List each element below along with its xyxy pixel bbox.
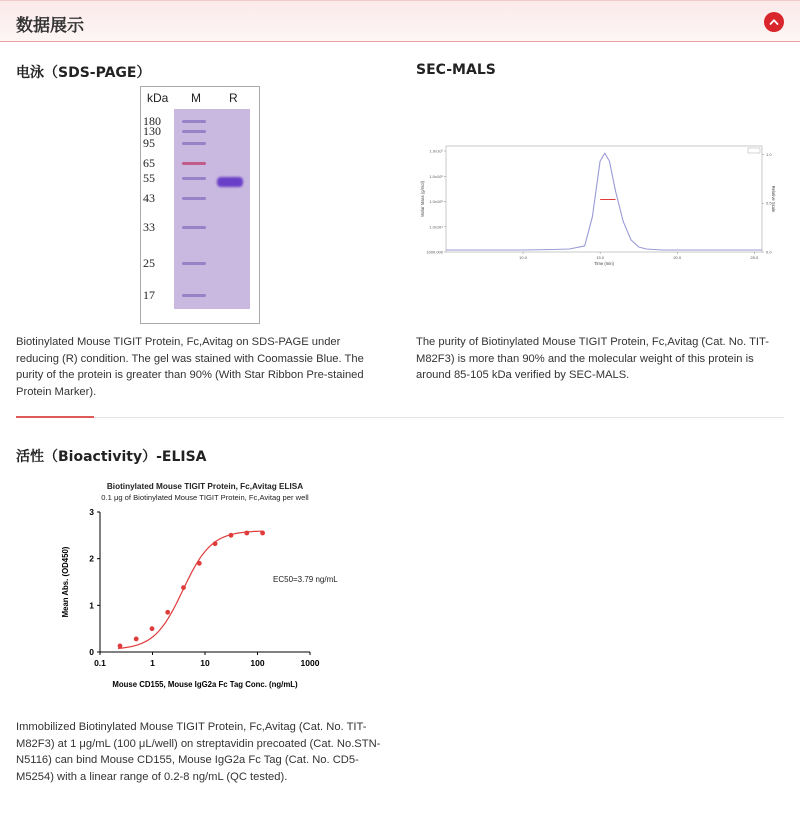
- x-tick-label: 15.0: [596, 255, 605, 260]
- caption-line: reducing (R) condition. The gel was stained with Coomassie Blue. The: [16, 352, 364, 365]
- collapse-button[interactable]: [764, 12, 784, 32]
- data-point: [213, 541, 218, 546]
- marker-label: 25: [143, 256, 155, 270]
- gel-lane-label-r: R: [229, 91, 238, 105]
- y-tick-label: 1: [89, 600, 94, 611]
- sds-gel-image: [140, 86, 260, 324]
- elisa-chart-subtitle: 0.1 μg of Biotinylated Mouse TIGIT Protein, Fc,Avitag per well: [101, 493, 309, 502]
- marker-band: [182, 162, 206, 165]
- data-point: [197, 561, 202, 566]
- marker-band: [182, 294, 206, 297]
- marker-band: [182, 226, 206, 229]
- chevron-up-icon: [769, 17, 779, 27]
- sec-mals-title: SEC-MALS: [416, 62, 496, 78]
- marker-label: 55: [143, 171, 155, 185]
- data-point: [260, 531, 265, 536]
- marker-label: 130: [143, 124, 161, 138]
- section-divider-accent: [16, 416, 94, 418]
- marker-label: 43: [143, 191, 155, 205]
- elisa-chart: [56, 476, 356, 694]
- plot-frame: [446, 146, 762, 252]
- data-point: [134, 637, 139, 642]
- sec-mals-caption: [416, 334, 786, 384]
- x-tick-label: 0.1: [94, 658, 106, 668]
- caption-line: Protein Marker).: [16, 385, 97, 398]
- x-tick-label: 25.0: [750, 255, 759, 260]
- gel-lane-label-m: M: [191, 91, 201, 105]
- caption-line: Immobilized Biotinylated Mouse TIGIT Protein, Fc,Avitag (Cat. No. TIT-: [16, 721, 367, 733]
- y-axis-label: Mean Abs. (OD450): [61, 546, 70, 618]
- caption-line: The purity of Biotinylated Mouse TIGIT Protein, Fc,Avitag (Cat. No. TIT-: [416, 336, 769, 348]
- section-header: [0, 0, 800, 42]
- data-point: [181, 585, 186, 590]
- marker-label: 65: [143, 156, 155, 170]
- x-tick-label: 10.0: [519, 255, 527, 260]
- caption-line: around 85-105 kDa verified by SEC-MALS.: [416, 369, 630, 382]
- sec-mals-chart: [416, 138, 776, 270]
- gel-background: [174, 109, 250, 309]
- data-point: [118, 644, 123, 649]
- y2-axis-label: Relative Scale: [771, 185, 776, 213]
- marker-band: [182, 120, 206, 123]
- data-point: [244, 531, 249, 536]
- section-header-title: 数据展示: [16, 16, 84, 36]
- x-axis-label: Mouse CD155, Mouse IgG2a Fc Tag Conc. (ng/mL): [112, 680, 298, 689]
- y-tick-label: 1.0x10⁷: [429, 148, 443, 154]
- fit-curve: [118, 531, 264, 648]
- marker-band: [182, 262, 206, 265]
- caption-line: M82F3) at 1 μg/mL (100 μL/well) on streptavidin precoated (Cat. No.STN-: [16, 737, 381, 750]
- gel-unit-label: kDa: [147, 91, 169, 105]
- section-divider: [16, 417, 784, 418]
- x-tick-label: 10: [200, 658, 210, 668]
- data-point: [165, 610, 170, 615]
- caption-line: M82F3) is more than 90% and the molecular weight of this protein is: [416, 352, 754, 365]
- x-axis-label: Time (min): [594, 261, 614, 266]
- data-point: [229, 533, 234, 538]
- sds-page-caption: [16, 334, 376, 400]
- y2-tick-label: 1.0: [766, 151, 772, 157]
- y-tick-label: 3: [89, 507, 94, 517]
- x-tick-label: 1: [150, 658, 155, 668]
- marker-band: [182, 130, 206, 133]
- data-point: [150, 626, 155, 631]
- y2-tick-label: 0.0: [766, 249, 772, 255]
- ec50-annotation: EC50=3.79 ng/mL: [273, 575, 338, 584]
- y-tick-label: 0: [89, 647, 94, 657]
- marker-label: 33: [143, 220, 155, 234]
- sds-page-title: 电泳（SDS-PAGE）: [16, 65, 151, 81]
- marker-label: 17: [143, 288, 155, 302]
- caption-line: N5116) can bind Mouse CD155, Mouse IgG2a Fc Tag (Cat. No. CD5-: [16, 754, 359, 767]
- marker-band: [182, 142, 206, 145]
- caption-line: Biotinylated Mouse TIGIT Protein, Fc,Avitag on SDS-PAGE under: [16, 336, 341, 348]
- y-tick-label: 1.0x10⁶: [429, 173, 443, 179]
- y-tick-label: 1000.000: [426, 249, 443, 255]
- sample-band: [217, 177, 243, 187]
- marker-label: 95: [143, 136, 155, 150]
- y-tick-label: 2: [89, 553, 94, 564]
- elisa-chart-title: Biotinylated Mouse TIGIT Protein, Fc,Avitag ELISA: [106, 482, 304, 491]
- elisa-title: 活性（Bioactivity）-ELISA: [16, 449, 207, 465]
- elisa-caption: [16, 719, 396, 785]
- caption-line: purity of the protein is greater than 90% (With Star Ribbon Pre-stained: [16, 369, 364, 382]
- marker-label: 180: [143, 114, 161, 128]
- x-tick-label: 100: [250, 658, 265, 668]
- y-axis-label: Molar Mass (g/mol): [420, 181, 425, 217]
- caption-line: M5254) with a linear range of 0.2-8 ng/mL (QC tested).: [16, 770, 288, 783]
- y2-tick-label: 0.5: [766, 200, 772, 206]
- x-tick-label: 1000: [300, 658, 320, 668]
- y-tick-label: 1.0x10⁴: [429, 224, 443, 230]
- marker-band: [182, 177, 206, 180]
- y-tick-label: 1.0x10⁵: [429, 199, 443, 205]
- marker-band: [182, 197, 206, 200]
- x-tick-label: 20.0: [673, 255, 682, 260]
